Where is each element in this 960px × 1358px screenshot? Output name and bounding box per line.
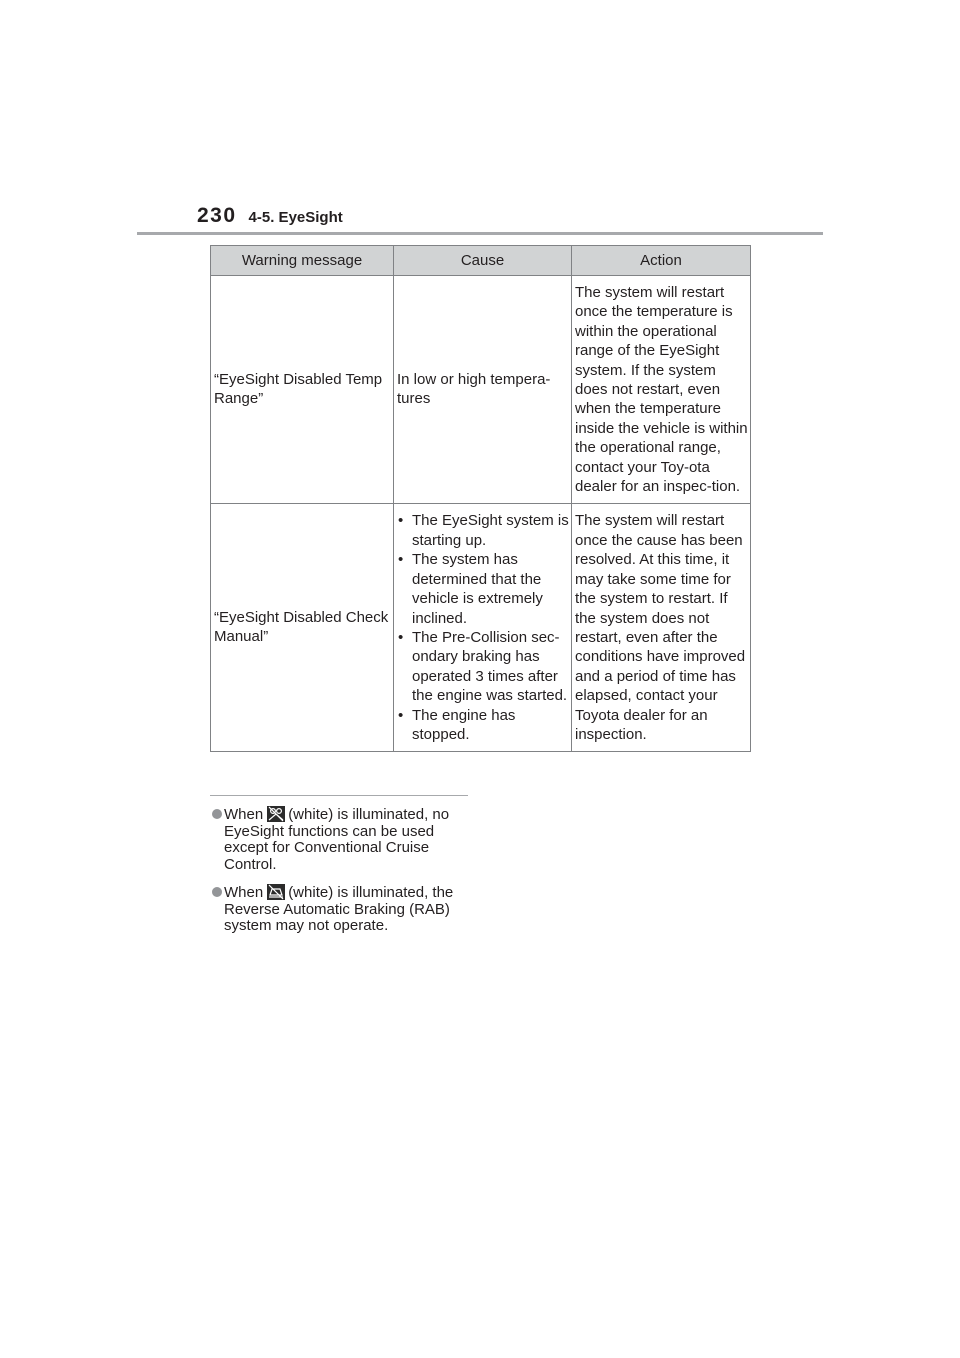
bullet-icon	[212, 809, 222, 819]
note-item	[212, 806, 472, 873]
note-text-start: When	[224, 806, 264, 823]
table-row	[211, 276, 751, 504]
header-divider	[137, 232, 823, 235]
column-header-action: Action	[572, 246, 751, 276]
page-header	[197, 204, 343, 230]
cause-cell	[394, 504, 572, 752]
warning-message-cell: “EyeSight Disabled Temp Range”	[211, 276, 394, 504]
cause-cell: In low or high tempera-tures	[394, 276, 572, 504]
note-text-end: (white) is illuminated, the Reverse Automatic Braking (RAB) system may not operate.	[224, 884, 454, 934]
notes-divider	[210, 795, 468, 796]
page-number: 230	[197, 204, 237, 227]
note-text-end: (white) is illuminated, no EyeSight functions can be used except for Conventional Cruise Control.	[224, 806, 450, 873]
column-header-cause: Cause	[394, 246, 572, 276]
action-cell: The system will restart once the cause has been resolved. At this time, it may take some time for the system to restart. If the system does not restart, even after the conditions have improved and a period of time has elapsed, contact your Toyota dealer for an inspection.	[572, 504, 751, 752]
section-title: 4-5. EyeSight	[248, 209, 343, 226]
note-item	[212, 884, 472, 935]
action-cell: The system will restart once the temperature is within the operational range of the EyeSight system. If the system does not restart, even when the temperature inside the vehicle is within the operational range, contact your Toy-ota dealer for an inspec-tion.	[572, 276, 751, 504]
note-text-start: When	[224, 884, 264, 901]
cause-list-item: • The system has determined that the vehicle is extremely inclined.	[397, 550, 569, 628]
warning-message-table	[210, 245, 751, 752]
table-row	[211, 504, 751, 752]
warning-message-cell: “EyeSight Disabled Check Manual”	[211, 504, 394, 752]
cause-list-item: • The Pre-Collision sec-ondary braking has operated 3 times after the engine was started.	[397, 628, 569, 706]
cause-list-item: • The engine has stopped.	[397, 706, 569, 745]
bullet-icon	[212, 887, 222, 897]
cause-list-item: • The EyeSight system is starting up.	[397, 511, 569, 550]
rab-off-indicator-icon	[267, 884, 285, 900]
eyesight-off-indicator-icon	[267, 806, 285, 822]
cause-list	[397, 511, 569, 744]
notes-list	[212, 806, 472, 946]
column-header-warning-message: Warning message	[211, 246, 394, 276]
table-header-row	[211, 246, 751, 276]
